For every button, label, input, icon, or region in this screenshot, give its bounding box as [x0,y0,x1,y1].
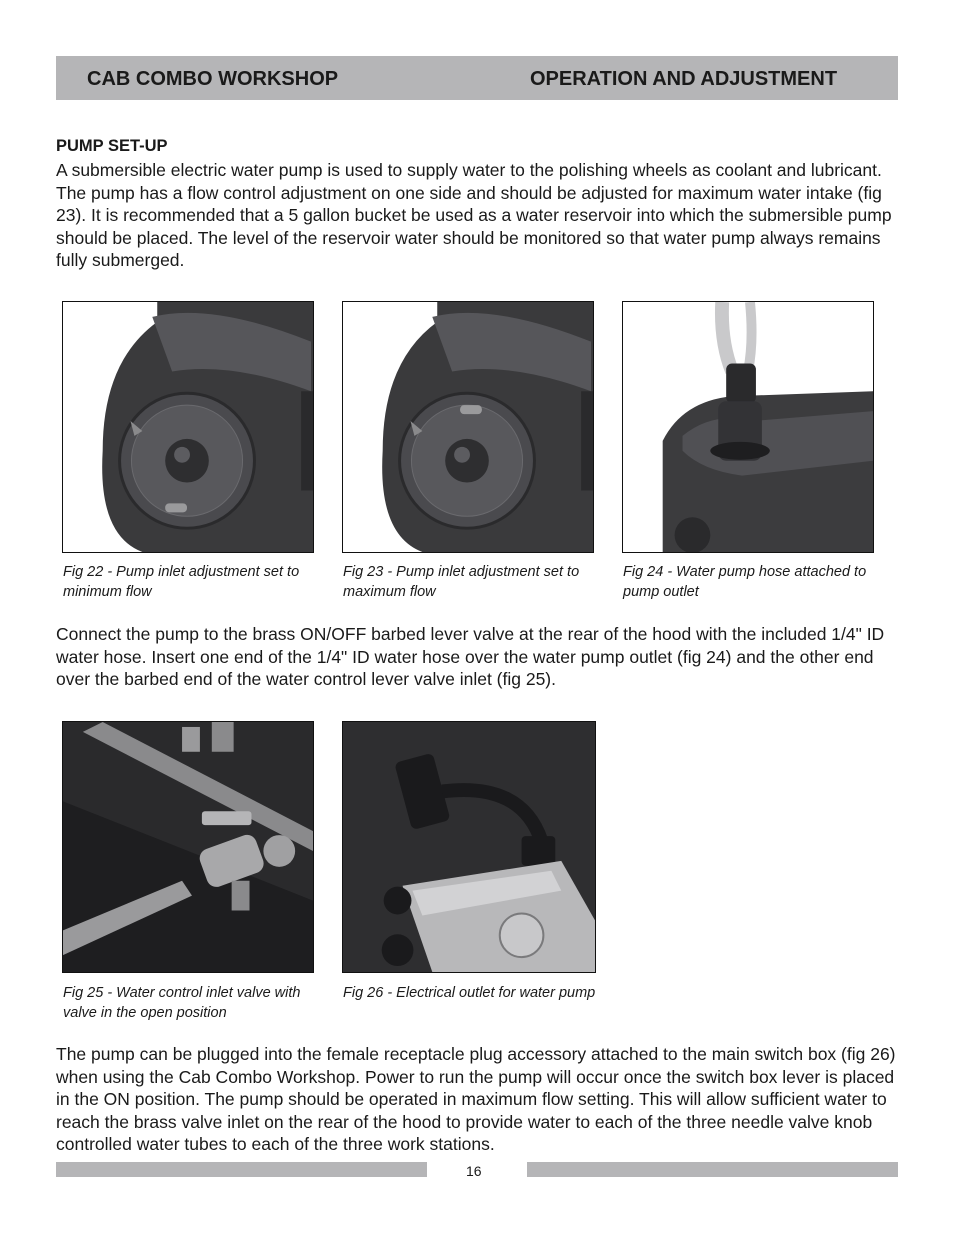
footer-bar-right [527,1162,898,1177]
page-number: 16 [466,1163,482,1179]
fig-24-photo [622,301,874,553]
power-paragraph: The pump can be plugged into the female receptacle plug accessory attached to the main switch box (fig 26) when using the Cab Combo Workshop. Power to run the pump will occur once the switch box lever is placed in the ON position. The pump should be operated in maximum flow setting. This will allow sufficient water to reach the brass valve inlet on the rear of the hood to provide water to each of the three needle valve knob controlled water tubes to each of the three work stations. [56,1044,896,1154]
fig-25-photo [62,721,314,973]
header-left-title: CAB COMBO WORKSHOP [87,68,339,90]
section-title: PUMP SET-UP [56,137,168,155]
intro-paragraph: A submersible electric water pump is used to supply water to the polishing wheels as coolant and lubricant. The pump has a flow control adjustment on one side and should be adjusted for maximum water intake (fig 23). It is recommended that a 5 gallon bucket be used as a water reservoir into which the submersible pump should be placed. The level of the reservoir water should be monitored so that water pump always remains fully submerged. [56,160,892,270]
fig-26-photo [342,721,596,973]
fig-22-caption: Fig 22 - Pump inlet adjustment set to minimum flow [63,564,300,600]
fig-22-photo [62,301,314,553]
fig-23-photo [342,301,594,553]
page-header [56,56,898,100]
header-right-title: OPERATION AND ADJUSTMENT [530,68,838,90]
fig-25-caption: Fig 25 - Water control inlet valve with valve in the open position [63,985,301,1021]
connect-paragraph: Connect the pump to the brass ON/OFF barbed lever valve at the rear of the hood with the included 1/4" ID water hose. Insert one end of the 1/4" ID water hose over the water pump outlet (fig 24) and the other end over the barbed end of the water control lever valve inlet (fig 25). [56,624,885,689]
fig-24-caption: Fig 24 - Water pump hose attached to pump outlet [623,564,867,600]
fig-23-caption: Fig 23 - Pump inlet adjustment set to maximum flow [343,564,580,600]
footer-bar-left [56,1162,427,1177]
fig-26-caption: Fig 26 - Electrical outlet for water pump [343,985,596,1001]
